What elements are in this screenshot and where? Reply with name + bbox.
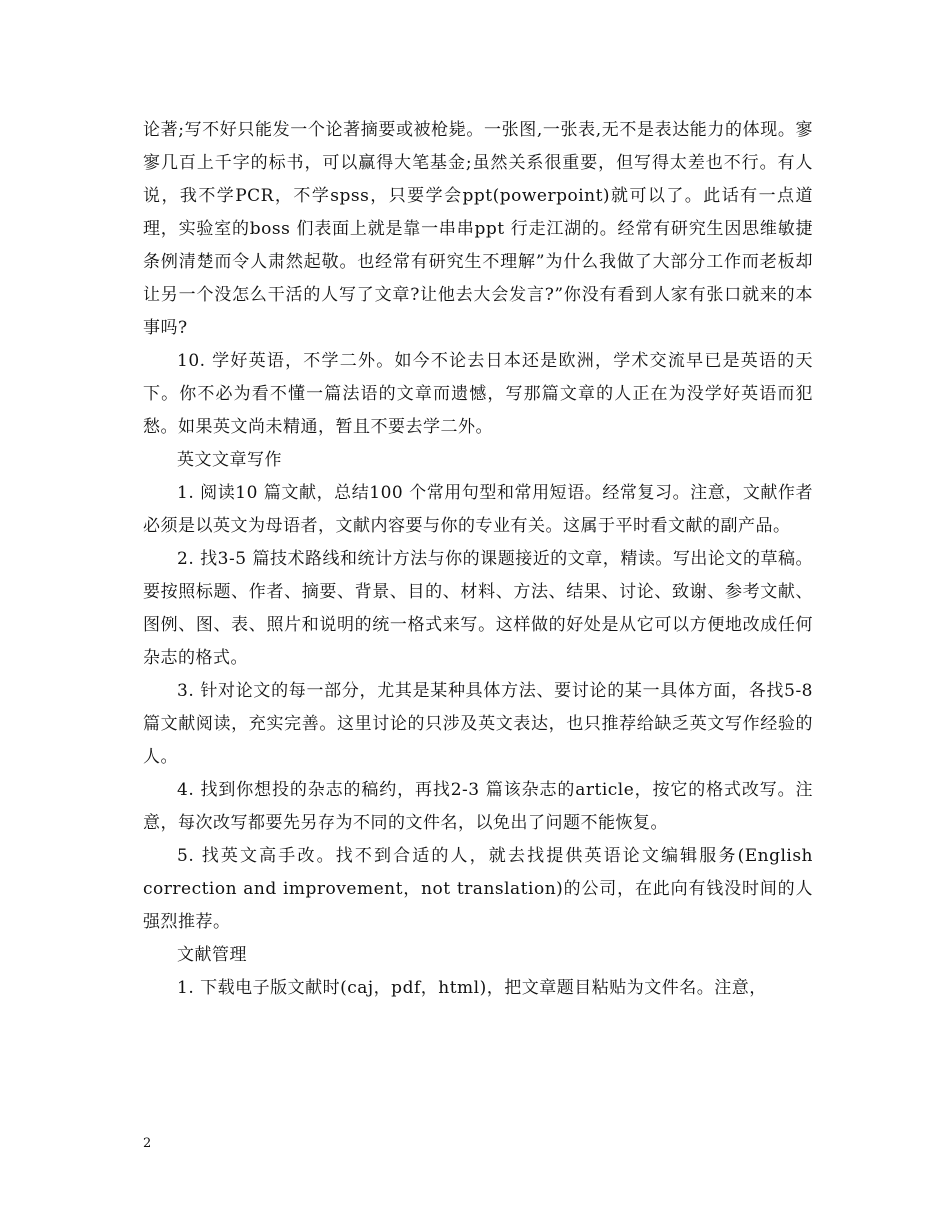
body-paragraph: 论著;写不好只能发一个论著摘要或被枪毙。一张图,一张表,无不是表达能力的体现。寥寥几百上千字的标书，可以赢得大笔基金;虽然关系很重要，但写得太差也不行。有人说，我不学PCR，不学spss，只要学会ppt(powerpoint)就可以了。此话有一点道理，实验室的boss 们表面上就是靠一串串ppt 行走江湖的。经常有研究生因思维敏捷条例清楚而令人肃然起敬。也经常有研究生不理解”为什么我做了大部分工作而老板却让另一个没怎么干活的人写了文章?让他去大会发言?”你没有看到人家有张口就来的本事吗?: [143, 120, 813, 338]
body-paragraph: 1. 阅读10 篇文献，总结100 个常用句型和常用短语。经常复习。注意，文献作者必须是以英文为母语者，文献内容要与你的专业有关。这属于平时看文献的副产品。: [143, 483, 813, 536]
document-body: [143, 114, 813, 1005]
body-paragraph: 5. 找英文高手改。找不到合适的人，就去找提供英语论文编辑服务(English correction and improvement，not translation)的公司，在此向有钱没时间的人强烈推荐。: [143, 846, 813, 932]
body-paragraph: 2. 找3-5 篇技术路线和统计方法与你的课题接近的文章，精读。写出论文的草稿。要按照标题、作者、摘要、背景、目的、材料、方法、结果、讨论、致谢、参考文献、图例、图、表、照片和说明的统一格式来写。这样做的好处是从它可以方便地改成任何杂志的格式。: [143, 549, 813, 668]
section-heading: 文献管理: [177, 945, 247, 965]
body-paragraph: 1. 下载电子版文献时(caj，pdf，html)，把文章题目粘贴为文件名。注意，: [177, 978, 767, 998]
body-paragraph: 4. 找到你想投的杂志的稿约，再找2-3 篇该杂志的article，按它的格式改写。注意，每次改写都要先另存为不同的文件名，以免出了问题不能恢复。: [143, 780, 813, 833]
page-number: 2: [143, 1136, 152, 1151]
section-heading: 英文文章写作: [177, 450, 282, 470]
body-paragraph: 3. 针对论文的每一部分，尤其是某种具体方法、要讨论的某一具体方面，各找5-8 篇文献阅读，充实完善。这里讨论的只涉及英文表达，也只推荐给缺乏英文写作经验的人。: [143, 681, 813, 767]
body-paragraph: 10. 学好英语，不学二外。如今不论去日本还是欧洲，学术交流早已是英语的天下。你不必为看不懂一篇法语的文章而遗憾，写那篇文章的人正在为没学好英语而犯愁。如果英文尚未精通，暂且不要去学二外。: [143, 351, 813, 437]
